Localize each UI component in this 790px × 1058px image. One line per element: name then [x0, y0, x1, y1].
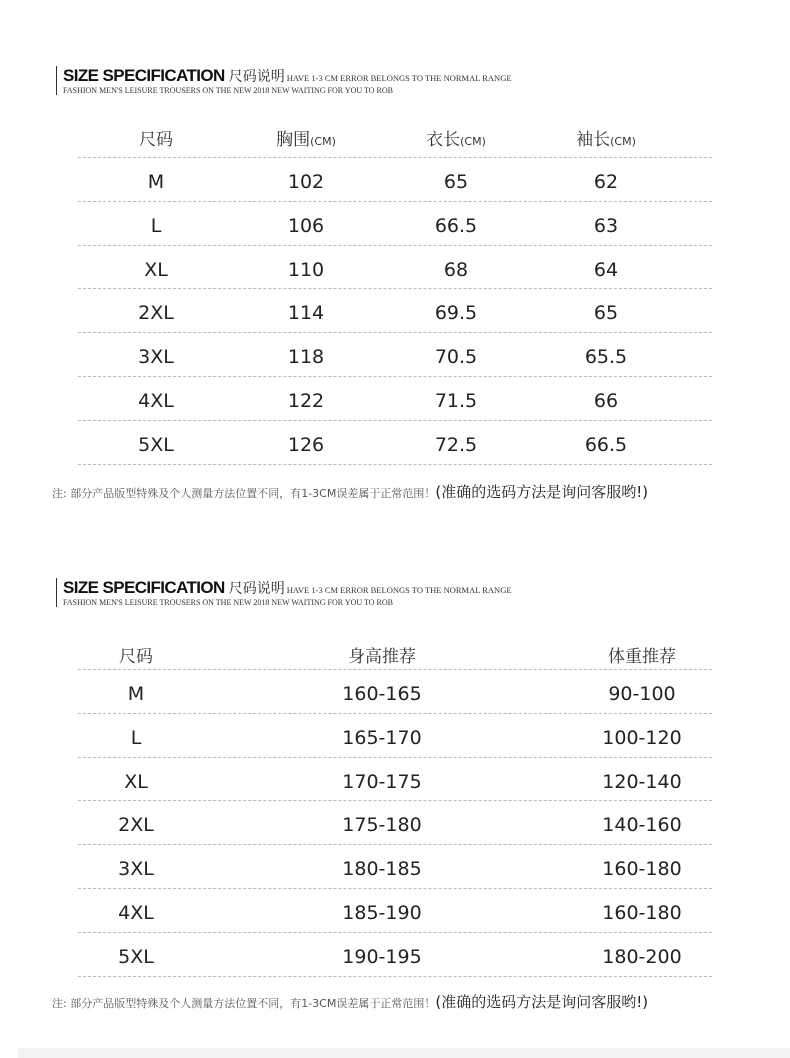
table-row — [78, 670, 712, 714]
column-header-chest: 胸围(CM) — [276, 130, 336, 150]
table-cell: 4XL — [138, 389, 174, 412]
table-cell: 102 — [287, 171, 325, 193]
table-cell: 90-100 — [608, 683, 676, 705]
table-cell: 118 — [287, 346, 325, 369]
footnote — [52, 991, 648, 1012]
spec-header — [56, 578, 512, 607]
table-cell: 120-140 — [602, 770, 682, 793]
table-cell: 160-180 — [602, 901, 682, 924]
footnote-tip: (准确的选码方法是询问客服哟!) — [435, 993, 649, 1011]
table-cell: 63 — [593, 214, 619, 237]
size-table — [78, 115, 712, 465]
table-cell: 66.5 — [434, 214, 478, 237]
table-cell: 160-180 — [602, 858, 682, 881]
table-header-row — [78, 632, 712, 670]
table-cell: 100-120 — [602, 726, 682, 749]
table-row — [78, 202, 712, 246]
table-cell: 122 — [287, 389, 325, 412]
column-header-weight: 体重推荐 — [608, 647, 676, 667]
footnote-tip: (准确的选码方法是询问客服哟!) — [435, 483, 649, 501]
footnote-text: 注: 部分产品版型特殊及个人测量方法位置不同，有1-3CM误差属于正常范围！ — [52, 997, 436, 1010]
spec-title: SIZE SPECIFICATION — [63, 66, 225, 85]
table-cell: 140-160 — [602, 814, 682, 837]
table-cell: 114 — [287, 302, 325, 325]
table-cell: 160-165 — [342, 683, 422, 705]
table-cell: 71.5 — [434, 389, 478, 412]
column-header-size: 尺码 — [139, 130, 173, 150]
table-row — [78, 421, 712, 465]
table-cell: 110 — [287, 258, 325, 281]
table-cell: 165-170 — [342, 726, 422, 749]
table-cell: 5XL — [118, 945, 154, 968]
spec-title-cn: 尺码说明 — [228, 69, 285, 85]
spec-title-cn: 尺码说明 — [228, 581, 285, 597]
column-header-size: 尺码 — [119, 647, 153, 667]
spec-header — [56, 66, 512, 95]
spec-subtitle: FASHION MEN'S LEISURE TROUSERS ON THE NEW 2018 NEW WAITING FOR YOU TO ROB — [63, 86, 393, 95]
table-cell: 66.5 — [584, 433, 628, 456]
table-cell: 68 — [443, 258, 469, 281]
table-cell: 5XL — [138, 433, 174, 456]
table-cell: L — [150, 214, 162, 237]
table-cell: 3XL — [138, 346, 174, 369]
table-cell: 190-195 — [342, 945, 422, 968]
table-row — [78, 845, 712, 889]
table-cell: M — [147, 171, 165, 193]
table-cell: 2XL — [138, 302, 174, 325]
table-cell: 62 — [593, 171, 619, 193]
table-row — [78, 246, 712, 290]
recommend-table — [78, 632, 712, 977]
footnote-text: 注: 部分产品版型特殊及个人测量方法位置不同，有1-3CM误差属于正常范围！ — [52, 487, 436, 500]
table-cell: 126 — [287, 433, 325, 456]
footnote — [52, 481, 648, 502]
table-row — [78, 289, 712, 333]
table-cell: 185-190 — [342, 901, 422, 924]
table-cell: 70.5 — [434, 346, 478, 369]
table-row — [78, 333, 712, 377]
table-cell: L — [130, 726, 142, 749]
column-header-length: 衣长(CM) — [426, 130, 486, 150]
spec-subtitle: FASHION MEN'S LEISURE TROUSERS ON THE NEW 2018 NEW WAITING FOR YOU TO ROB — [63, 598, 393, 607]
table-cell: XL — [144, 258, 168, 281]
table-row — [78, 758, 712, 802]
table-row — [78, 158, 712, 202]
table-row — [78, 889, 712, 933]
table-cell: 66 — [593, 389, 619, 412]
table-row — [78, 377, 712, 421]
table-cell: 175-180 — [342, 814, 422, 837]
spec-error-note: HAVE 1-3 CM ERROR BELONGS TO THE NORMAL RANGE — [286, 73, 512, 83]
table-cell: 65 — [593, 302, 619, 325]
column-header-height: 身高推荐 — [348, 647, 416, 667]
spec-title: SIZE SPECIFICATION — [63, 578, 225, 597]
table-cell: 69.5 — [434, 302, 478, 325]
table-cell: 64 — [593, 258, 619, 281]
table-cell: 65.5 — [584, 346, 628, 369]
bottom-divider — [18, 1048, 790, 1058]
spec-error-note: HAVE 1-3 CM ERROR BELONGS TO THE NORMAL RANGE — [286, 585, 512, 595]
table-cell: XL — [124, 770, 148, 793]
table-row — [78, 801, 712, 845]
table-cell: 106 — [287, 214, 325, 237]
table-header-row — [78, 115, 712, 158]
table-row — [78, 714, 712, 758]
table-cell: 72.5 — [434, 433, 478, 456]
table-cell: 180-200 — [602, 945, 682, 968]
column-header-sleeve: 袖长(CM) — [576, 130, 636, 150]
table-cell: 4XL — [118, 901, 154, 924]
table-cell: 3XL — [118, 858, 154, 881]
table-cell: 2XL — [118, 814, 154, 837]
table-cell: 65 — [443, 171, 469, 193]
table-cell: 180-185 — [342, 858, 422, 881]
table-row — [78, 933, 712, 977]
table-cell: 170-175 — [342, 770, 422, 793]
table-cell: M — [127, 683, 145, 705]
